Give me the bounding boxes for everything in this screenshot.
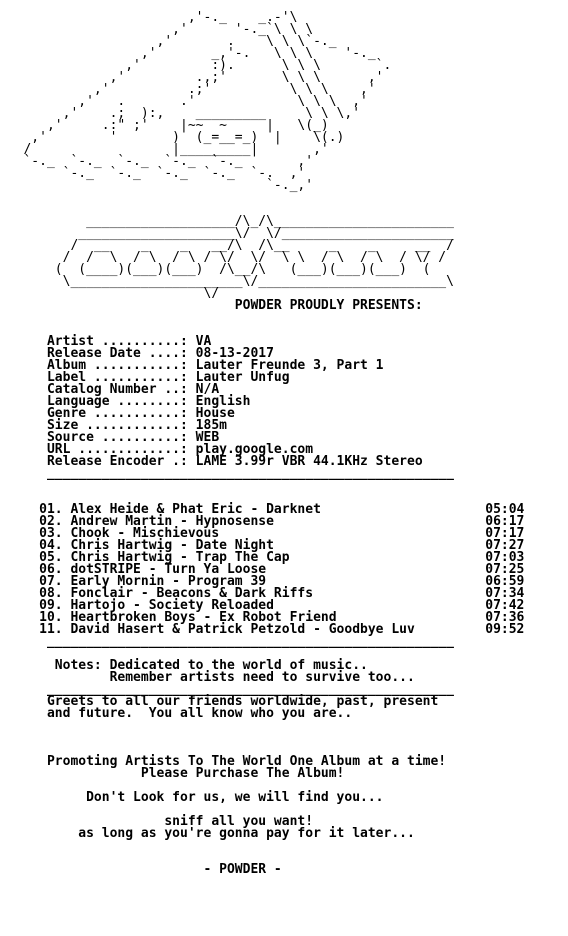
notes-line: Remember artists need to survive too... [0, 670, 415, 685]
track-row: 07. Early Mornin - Program 39 06:59 [0, 574, 525, 589]
notes-line: ____________________________________________________ [0, 682, 454, 697]
release-info-line: Catalog Number ..: N/A [0, 382, 220, 397]
ascii-art-line: ___________________/\_/\_______________________ [0, 214, 454, 229]
ascii-art-line: ( (____)(___)(___) /\__/\ (___)(___)(___) ( [0, 262, 431, 277]
track-row: 02. Andrew Martin - Hypnosense 06:17 [0, 514, 525, 529]
notes-line: and future. You all know who you are.. [0, 706, 353, 721]
ascii-art-line: `-._ `-._ `-._ `-._ `-. ,' [0, 166, 306, 181]
track-row: 03. Chook - Mischievous 07:17 [0, 526, 525, 541]
track-row: 08. Fonclair - Beacons & Dark Riffs 07:34 [0, 586, 525, 601]
notes-line: Greets to all our friends worldwide, past, present [0, 694, 439, 709]
ascii-art-line: ,' .;' \ \ \ ,' [0, 82, 376, 97]
blank-line [0, 732, 568, 744]
footer-line: Don't Look for us, we will find you... [0, 790, 384, 805]
ascii-art-line: ,'-._ _.-'\ [0, 10, 298, 25]
ascii-art-line: ,' .:" ;' |~~ ~ | \(_) [0, 118, 329, 133]
ascii-art-line: ,' ' ) (_=__=_) | \(.) [0, 130, 345, 145]
footer-line: Promoting Artists To The World One Album at a time! [0, 754, 447, 769]
ascii-art-line: / |_________| ,' [0, 142, 329, 157]
presents-line: POWDER PROUDLY PRESENTS: [0, 298, 423, 313]
ascii-art-line: / / \ / \ / \ / \/ \/ \ \ / \ / \ / \/ / [0, 250, 447, 265]
release-info-line: Size ............: 185m [0, 418, 227, 433]
ascii-art-line: \/ [0, 286, 220, 301]
release-info-line: Label ...........: Lauter Unfug [0, 370, 290, 385]
release-info-line: Language ........: English [0, 394, 251, 409]
release-info-line: Genre ...........: House [0, 406, 235, 421]
release-info-line: Artist ..........: VA [0, 334, 212, 349]
release-info-line: Source ..........: WEB [0, 430, 220, 445]
ascii-art-line: ,' :). \ \ \ `. [0, 58, 392, 73]
ascii-art-line: `-._ `-._ `-._ `-._ `-._ ,' [0, 154, 314, 169]
ascii-art-line [0, 192, 568, 204]
track-row: 06. dotSTRIPE - Turn Ya Loose 07:25 [0, 562, 525, 577]
track-row: 04. Chris Hartwig - Date Night 07:27 [0, 538, 525, 553]
blank-line [0, 840, 568, 852]
signature-line: - POWDER - [0, 862, 282, 877]
ascii-art-line: ,' . .' \ \ \ ,' [0, 94, 368, 109]
release-info-line: URL .............: play.google.com [0, 442, 314, 457]
ascii-art-line: / __ _ _ __/\ /\__ _ _ __ / [0, 238, 454, 253]
divider-line: ____________________________________________________ [0, 466, 454, 481]
release-info-line: Album ...........: Lauter Freunde 3, Part 1 [0, 358, 384, 373]
footer-line: sniff all you want! [0, 814, 314, 829]
track-row: 05. Chris Hartwig - Trap The Cap 07:03 [0, 550, 525, 565]
ascii-art-line: `-._,' [0, 178, 314, 193]
ascii-art-line: ,' _,'-. \ \ \ '-._ [0, 46, 376, 61]
track-row: 11. David Hasert & Patrick Petzold - Goodbye Luv 09:52 [0, 622, 525, 637]
track-row: 01. Alex Heide & Phat Eric - Darknet 05:04 [0, 502, 525, 517]
release-info-line: Release Date ....: 08-13-2017 [0, 346, 274, 361]
ascii-art-line: ,' .,;' \ \ \ ,' [0, 70, 384, 85]
divider-line: ____________________________________________________ [0, 634, 454, 649]
ascii-art-line: \______________________\/________________________\ [0, 274, 454, 289]
ascii-art-line: ____________________\/ \/______________________ [0, 226, 454, 241]
ascii-art-line: ,' . \ \ \`-._ [0, 34, 337, 49]
blank-line [0, 720, 568, 732]
blank-line [0, 312, 568, 324]
release-info-line: Release Encoder .: LAME 3.99r VBR 44.1KHz Stereo [0, 454, 423, 469]
footer-line: as long as you're gonna pay for it later... [0, 826, 415, 841]
ascii-art-line: ,' .; ):, _________ \ \ \,' [0, 106, 361, 121]
blank-line [0, 480, 568, 492]
footer-line: Please Purchase The Album! [0, 766, 345, 781]
track-row: 10. Heartbroken Boys - Ex Robot Friend 07:36 [0, 610, 525, 625]
track-row: 09. Hartojo - Society Reloaded 07:42 [0, 598, 525, 613]
notes-line: Notes: Dedicated to the world of music.. [0, 658, 368, 673]
ascii-art-line: ,' '-._`\ \ \ [0, 22, 314, 37]
